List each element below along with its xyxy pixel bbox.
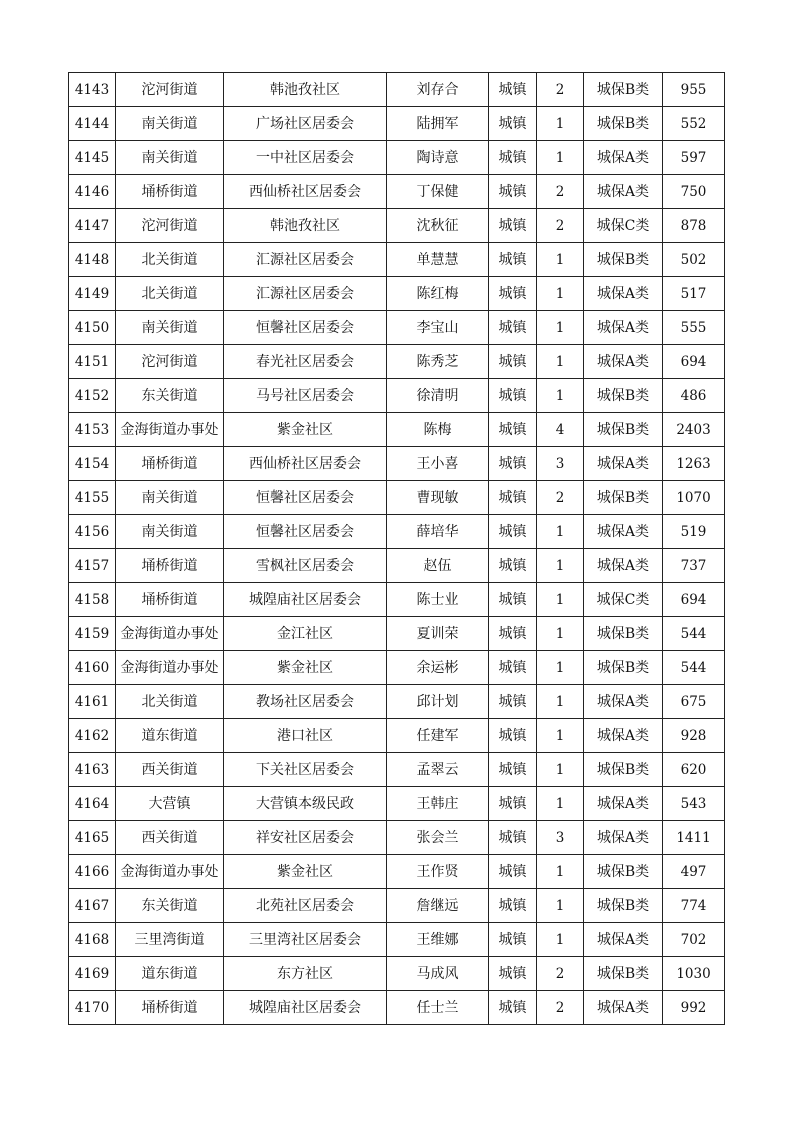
table-row — [69, 413, 725, 447]
cell-community: 金江社区 — [224, 617, 387, 651]
cell-community: 恒馨社区居委会 — [224, 311, 387, 345]
cell-name: 曹现敏 — [387, 481, 489, 515]
cell-record-id: 4157 — [69, 549, 116, 583]
cell-category: 城保A类 — [584, 821, 663, 855]
table-row — [69, 651, 725, 685]
cell-community: 汇源社区居委会 — [224, 243, 387, 277]
cell-street: 金海街道办事处 — [116, 413, 224, 447]
cell-area-type: 城镇 — [489, 209, 537, 243]
cell-community: 港口社区 — [224, 719, 387, 753]
cell-record-id: 4146 — [69, 175, 116, 209]
cell-area-type: 城镇 — [489, 855, 537, 889]
cell-area-type: 城镇 — [489, 481, 537, 515]
cell-record-id: 4166 — [69, 855, 116, 889]
cell-street: 南关街道 — [116, 311, 224, 345]
table-row — [69, 855, 725, 889]
cell-category: 城保A类 — [584, 175, 663, 209]
cell-name: 陈红梅 — [387, 277, 489, 311]
cell-household-members: 1 — [537, 923, 584, 957]
cell-name: 孟翠云 — [387, 753, 489, 787]
cell-street: 南关街道 — [116, 141, 224, 175]
cell-community: 三里湾社区居委会 — [224, 923, 387, 957]
cell-household-members: 2 — [537, 73, 584, 107]
cell-record-id: 4156 — [69, 515, 116, 549]
cell-category: 城保B类 — [584, 481, 663, 515]
cell-household-members: 1 — [537, 379, 584, 413]
table-row — [69, 243, 725, 277]
cell-record-id: 4163 — [69, 753, 116, 787]
cell-household-members: 2 — [537, 209, 584, 243]
cell-street: 金海街道办事处 — [116, 617, 224, 651]
cell-record-id: 4160 — [69, 651, 116, 685]
cell-household-members: 3 — [537, 447, 584, 481]
table-row — [69, 345, 725, 379]
table-body — [69, 73, 725, 1025]
table-row — [69, 549, 725, 583]
cell-community: 汇源社区居委会 — [224, 277, 387, 311]
cell-amount: 597 — [663, 141, 725, 175]
cell-amount: 750 — [663, 175, 725, 209]
cell-record-id: 4155 — [69, 481, 116, 515]
cell-area-type: 城镇 — [489, 753, 537, 787]
cell-street: 东关街道 — [116, 379, 224, 413]
cell-amount: 1070 — [663, 481, 725, 515]
cell-name: 沈秋征 — [387, 209, 489, 243]
cell-amount: 517 — [663, 277, 725, 311]
cell-amount: 1411 — [663, 821, 725, 855]
cell-category: 城保B类 — [584, 413, 663, 447]
table-row — [69, 617, 725, 651]
cell-community: 广场社区居委会 — [224, 107, 387, 141]
cell-household-members: 1 — [537, 243, 584, 277]
cell-category: 城保B类 — [584, 107, 663, 141]
cell-amount: 675 — [663, 685, 725, 719]
cell-name: 任士兰 — [387, 991, 489, 1025]
cell-community: 西仙桥社区居委会 — [224, 447, 387, 481]
table-row — [69, 515, 725, 549]
cell-name: 陆拥军 — [387, 107, 489, 141]
cell-area-type: 城镇 — [489, 277, 537, 311]
cell-community: 教场社区居委会 — [224, 685, 387, 719]
cell-street: 道东街道 — [116, 957, 224, 991]
cell-household-members: 1 — [537, 787, 584, 821]
cell-record-id: 4150 — [69, 311, 116, 345]
cell-community: 韩池孜社区 — [224, 209, 387, 243]
cell-amount: 555 — [663, 311, 725, 345]
cell-street: 南关街道 — [116, 107, 224, 141]
cell-category: 城保A类 — [584, 311, 663, 345]
cell-record-id: 4144 — [69, 107, 116, 141]
cell-area-type: 城镇 — [489, 515, 537, 549]
table-row — [69, 481, 725, 515]
cell-name: 任建军 — [387, 719, 489, 753]
cell-category: 城保B类 — [584, 889, 663, 923]
relief-roster-table — [68, 72, 725, 1025]
cell-area-type: 城镇 — [489, 345, 537, 379]
cell-category: 城保B类 — [584, 957, 663, 991]
cell-street: 埇桥街道 — [116, 447, 224, 481]
cell-category: 城保A类 — [584, 447, 663, 481]
table-row — [69, 889, 725, 923]
cell-area-type: 城镇 — [489, 413, 537, 447]
cell-name: 丁保健 — [387, 175, 489, 209]
cell-name: 马成风 — [387, 957, 489, 991]
cell-area-type: 城镇 — [489, 651, 537, 685]
cell-name: 余运彬 — [387, 651, 489, 685]
cell-name: 陈梅 — [387, 413, 489, 447]
cell-area-type: 城镇 — [489, 379, 537, 413]
cell-name: 陶诗意 — [387, 141, 489, 175]
cell-name: 李宝山 — [387, 311, 489, 345]
cell-category: 城保A类 — [584, 277, 663, 311]
cell-amount: 702 — [663, 923, 725, 957]
cell-amount: 620 — [663, 753, 725, 787]
cell-amount: 737 — [663, 549, 725, 583]
cell-street: 沱河街道 — [116, 345, 224, 379]
cell-category: 城保A类 — [584, 515, 663, 549]
cell-area-type: 城镇 — [489, 991, 537, 1025]
table-row — [69, 277, 725, 311]
cell-amount: 552 — [663, 107, 725, 141]
cell-record-id: 4169 — [69, 957, 116, 991]
table-row — [69, 991, 725, 1025]
cell-community: 恒馨社区居委会 — [224, 481, 387, 515]
cell-category: 城保C类 — [584, 209, 663, 243]
cell-category: 城保B类 — [584, 243, 663, 277]
cell-community: 紫金社区 — [224, 651, 387, 685]
cell-area-type: 城镇 — [489, 617, 537, 651]
cell-household-members: 2 — [537, 991, 584, 1025]
cell-street: 大营镇 — [116, 787, 224, 821]
table-row — [69, 923, 725, 957]
cell-area-type: 城镇 — [489, 923, 537, 957]
cell-record-id: 4170 — [69, 991, 116, 1025]
cell-category: 城保A类 — [584, 991, 663, 1025]
cell-category: 城保B类 — [584, 73, 663, 107]
table-row — [69, 141, 725, 175]
cell-street: 北关街道 — [116, 243, 224, 277]
cell-street: 南关街道 — [116, 515, 224, 549]
cell-street: 金海街道办事处 — [116, 855, 224, 889]
cell-amount: 694 — [663, 345, 725, 379]
cell-amount: 497 — [663, 855, 725, 889]
cell-household-members: 3 — [537, 821, 584, 855]
cell-area-type: 城镇 — [489, 73, 537, 107]
cell-community: 春光社区居委会 — [224, 345, 387, 379]
cell-community: 紫金社区 — [224, 413, 387, 447]
cell-record-id: 4151 — [69, 345, 116, 379]
cell-area-type: 城镇 — [489, 141, 537, 175]
table-row — [69, 787, 725, 821]
cell-household-members: 1 — [537, 549, 584, 583]
table-row — [69, 685, 725, 719]
cell-street: 北关街道 — [116, 277, 224, 311]
cell-name: 薛培华 — [387, 515, 489, 549]
cell-community: 一中社区居委会 — [224, 141, 387, 175]
cell-community: 北苑社区居委会 — [224, 889, 387, 923]
cell-street: 北关街道 — [116, 685, 224, 719]
cell-household-members: 1 — [537, 311, 584, 345]
cell-household-members: 1 — [537, 515, 584, 549]
cell-community: 韩池孜社区 — [224, 73, 387, 107]
cell-amount: 486 — [663, 379, 725, 413]
cell-household-members: 1 — [537, 345, 584, 379]
cell-community: 大营镇本级民政 — [224, 787, 387, 821]
cell-amount: 992 — [663, 991, 725, 1025]
cell-household-members: 2 — [537, 175, 584, 209]
cell-amount: 878 — [663, 209, 725, 243]
cell-name: 徐清明 — [387, 379, 489, 413]
cell-area-type: 城镇 — [489, 889, 537, 923]
table-row — [69, 583, 725, 617]
cell-record-id: 4159 — [69, 617, 116, 651]
cell-household-members: 1 — [537, 617, 584, 651]
cell-name: 陈秀芝 — [387, 345, 489, 379]
cell-category: 城保B类 — [584, 855, 663, 889]
cell-area-type: 城镇 — [489, 447, 537, 481]
cell-amount: 694 — [663, 583, 725, 617]
cell-community: 马号社区居委会 — [224, 379, 387, 413]
cell-name: 刘存合 — [387, 73, 489, 107]
cell-area-type: 城镇 — [489, 719, 537, 753]
cell-amount: 544 — [663, 617, 725, 651]
cell-amount: 1263 — [663, 447, 725, 481]
cell-record-id: 4149 — [69, 277, 116, 311]
cell-community: 西仙桥社区居委会 — [224, 175, 387, 209]
cell-category: 城保A类 — [584, 719, 663, 753]
cell-community: 雪枫社区居委会 — [224, 549, 387, 583]
table-row — [69, 719, 725, 753]
cell-area-type: 城镇 — [489, 685, 537, 719]
cell-community: 城隍庙社区居委会 — [224, 991, 387, 1025]
cell-household-members: 1 — [537, 889, 584, 923]
cell-amount: 928 — [663, 719, 725, 753]
cell-category: 城保B类 — [584, 379, 663, 413]
cell-area-type: 城镇 — [489, 243, 537, 277]
cell-amount: 544 — [663, 651, 725, 685]
cell-household-members: 4 — [537, 413, 584, 447]
cell-street: 埇桥街道 — [116, 583, 224, 617]
cell-street: 埇桥街道 — [116, 549, 224, 583]
cell-record-id: 4164 — [69, 787, 116, 821]
cell-record-id: 4148 — [69, 243, 116, 277]
cell-community: 下关社区居委会 — [224, 753, 387, 787]
cell-category: 城保B类 — [584, 753, 663, 787]
table-row — [69, 821, 725, 855]
cell-record-id: 4161 — [69, 685, 116, 719]
cell-area-type: 城镇 — [489, 549, 537, 583]
cell-street: 沱河街道 — [116, 73, 224, 107]
cell-household-members: 1 — [537, 277, 584, 311]
cell-amount: 1030 — [663, 957, 725, 991]
cell-household-members: 2 — [537, 481, 584, 515]
cell-name: 詹继远 — [387, 889, 489, 923]
cell-category: 城保A类 — [584, 923, 663, 957]
cell-household-members: 1 — [537, 651, 584, 685]
table-row — [69, 209, 725, 243]
cell-community: 城隍庙社区居委会 — [224, 583, 387, 617]
cell-record-id: 4152 — [69, 379, 116, 413]
cell-street: 埇桥街道 — [116, 991, 224, 1025]
cell-area-type: 城镇 — [489, 311, 537, 345]
cell-amount: 2403 — [663, 413, 725, 447]
cell-street: 沱河街道 — [116, 209, 224, 243]
cell-name: 王韩庄 — [387, 787, 489, 821]
table-row — [69, 753, 725, 787]
cell-community: 恒馨社区居委会 — [224, 515, 387, 549]
cell-category: 城保A类 — [584, 141, 663, 175]
cell-street: 西关街道 — [116, 821, 224, 855]
cell-household-members: 1 — [537, 685, 584, 719]
cell-name: 单慧慧 — [387, 243, 489, 277]
cell-household-members: 2 — [537, 957, 584, 991]
cell-area-type: 城镇 — [489, 787, 537, 821]
cell-household-members: 1 — [537, 753, 584, 787]
cell-street: 三里湾街道 — [116, 923, 224, 957]
table-row — [69, 379, 725, 413]
cell-record-id: 4147 — [69, 209, 116, 243]
cell-community: 紫金社区 — [224, 855, 387, 889]
cell-area-type: 城镇 — [489, 583, 537, 617]
cell-household-members: 1 — [537, 855, 584, 889]
table-row — [69, 175, 725, 209]
cell-name: 张会兰 — [387, 821, 489, 855]
cell-community: 祥安社区居委会 — [224, 821, 387, 855]
cell-name: 邱计划 — [387, 685, 489, 719]
table-row — [69, 107, 725, 141]
cell-household-members: 1 — [537, 583, 584, 617]
cell-area-type: 城镇 — [489, 107, 537, 141]
cell-amount: 543 — [663, 787, 725, 821]
cell-name: 王小喜 — [387, 447, 489, 481]
cell-record-id: 4153 — [69, 413, 116, 447]
cell-name: 陈士业 — [387, 583, 489, 617]
cell-record-id: 4154 — [69, 447, 116, 481]
cell-household-members: 1 — [537, 141, 584, 175]
cell-household-members: 1 — [537, 107, 584, 141]
cell-name: 夏训荣 — [387, 617, 489, 651]
cell-category: 城保B类 — [584, 617, 663, 651]
cell-name: 王作贤 — [387, 855, 489, 889]
cell-name: 王维娜 — [387, 923, 489, 957]
cell-street: 道东街道 — [116, 719, 224, 753]
cell-record-id: 4165 — [69, 821, 116, 855]
cell-name: 赵伍 — [387, 549, 489, 583]
cell-area-type: 城镇 — [489, 957, 537, 991]
table-row — [69, 311, 725, 345]
cell-category: 城保A类 — [584, 685, 663, 719]
cell-street: 南关街道 — [116, 481, 224, 515]
cell-record-id: 4143 — [69, 73, 116, 107]
cell-category: 城保A类 — [584, 549, 663, 583]
cell-category: 城保A类 — [584, 345, 663, 379]
cell-record-id: 4162 — [69, 719, 116, 753]
cell-area-type: 城镇 — [489, 175, 537, 209]
cell-record-id: 4168 — [69, 923, 116, 957]
cell-household-members: 1 — [537, 719, 584, 753]
cell-community: 东方社区 — [224, 957, 387, 991]
cell-category: 城保A类 — [584, 787, 663, 821]
cell-area-type: 城镇 — [489, 821, 537, 855]
cell-street: 埇桥街道 — [116, 175, 224, 209]
cell-amount: 774 — [663, 889, 725, 923]
table-row — [69, 447, 725, 481]
cell-street: 西关街道 — [116, 753, 224, 787]
table-row — [69, 957, 725, 991]
cell-record-id: 4167 — [69, 889, 116, 923]
cell-amount: 502 — [663, 243, 725, 277]
table-row — [69, 73, 725, 107]
cell-record-id: 4158 — [69, 583, 116, 617]
cell-street: 东关街道 — [116, 889, 224, 923]
cell-record-id: 4145 — [69, 141, 116, 175]
cell-category: 城保B类 — [584, 651, 663, 685]
cell-amount: 955 — [663, 73, 725, 107]
cell-amount: 519 — [663, 515, 725, 549]
cell-category: 城保C类 — [584, 583, 663, 617]
cell-street: 金海街道办事处 — [116, 651, 224, 685]
